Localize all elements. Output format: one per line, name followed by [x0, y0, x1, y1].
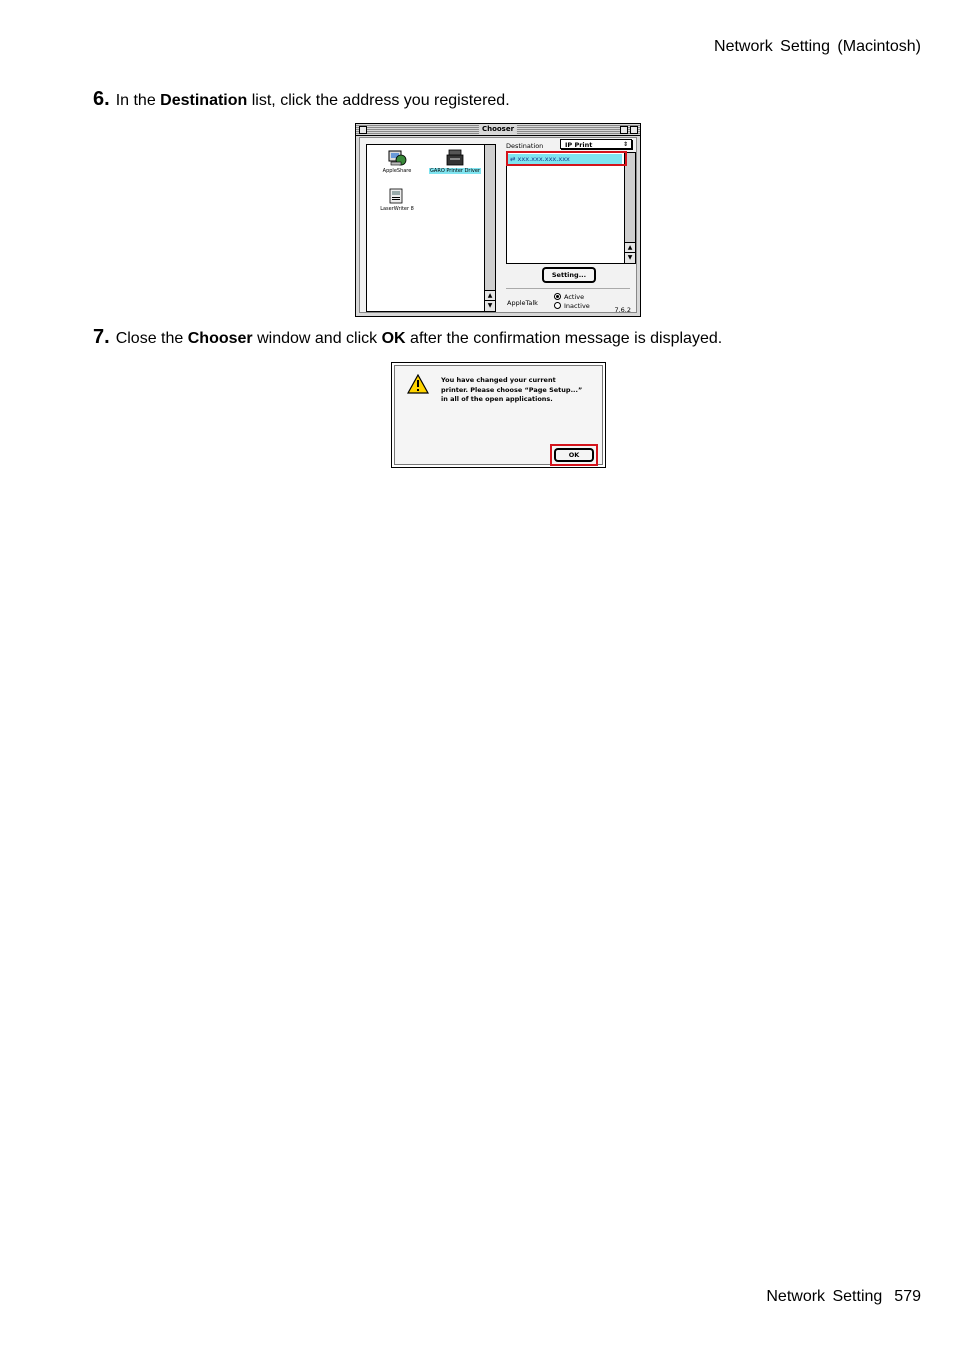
collapse-box-icon[interactable] [630, 126, 638, 134]
step-text-pre: Close the [115, 330, 188, 347]
step-text-post: after the confirmation message is displayed. [405, 330, 723, 347]
step-text-pre: In the [115, 92, 161, 109]
driver-label: AppleShare [382, 168, 412, 174]
driver-label-selected: GARO Printer Driver [430, 168, 480, 174]
destination-list [506, 152, 636, 264]
appleshare-icon [387, 149, 407, 167]
page-number: 579 [894, 1288, 921, 1305]
footer-section: Network Setting [766, 1288, 883, 1305]
step-6 [93, 88, 510, 111]
driver-laserwriter[interactable] [373, 187, 421, 212]
alert-message [441, 376, 601, 405]
radio-unselected-icon [554, 302, 561, 309]
step-number: 6. [93, 88, 110, 110]
step-number: 7. [93, 326, 110, 348]
driver-list [366, 144, 496, 312]
step-text-post: list, click the address you registered. [247, 92, 510, 109]
highlight-frame [506, 151, 627, 166]
page-footer [766, 1288, 921, 1306]
version-label: 7.6.2 [614, 306, 631, 314]
driver-appleshare[interactable] [373, 149, 421, 174]
radio-selected-icon [554, 293, 561, 300]
destination-label: Destination [506, 142, 544, 150]
zoom-box-icon[interactable] [620, 126, 628, 134]
destination-list-scrollbar[interactable] [624, 153, 635, 263]
driver-label: LaserWriter 8 [380, 206, 414, 212]
driver-list-scrollbar[interactable] [484, 145, 495, 311]
chooser-title-bar[interactable] [356, 124, 640, 136]
appletalk-inactive-radio[interactable] [554, 302, 590, 310]
step-text-mid: window and click [252, 330, 382, 347]
destination-popup[interactable] [560, 139, 632, 149]
appletalk-active-radio[interactable] [554, 293, 584, 301]
printer-icon [445, 149, 465, 167]
divider [506, 288, 630, 289]
step-7 [93, 326, 722, 349]
page-header: Network Setting (Macintosh) [714, 38, 921, 55]
alert-body [394, 365, 603, 465]
setting-button[interactable]: Setting... [543, 268, 595, 282]
alert-message-line: in all of the open applications. [441, 395, 553, 403]
appletalk-label: AppleTalk [507, 299, 538, 307]
scroll-up-icon[interactable]: ▲ [625, 242, 635, 253]
destination-popup-value: IP Print [565, 141, 593, 149]
destination-address: xxx.xxx.xxx.xxx [517, 155, 570, 163]
scroll-down-icon[interactable]: ▼ [485, 300, 495, 311]
alert-dialog [391, 362, 606, 468]
close-box-icon[interactable] [359, 126, 367, 134]
alert-message-line: You have changed your current [441, 376, 556, 384]
ip-printer-icon: ⇄ [510, 155, 516, 163]
scroll-down-icon[interactable]: ▼ [625, 252, 635, 263]
popup-arrows-icon: ⇕ [622, 141, 628, 148]
chooser-body [359, 137, 637, 313]
radio-label: Inactive [564, 302, 590, 310]
warning-icon [407, 374, 429, 394]
chooser-window [355, 123, 641, 317]
highlight-frame [550, 444, 598, 466]
driver-garo-printer[interactable] [423, 149, 487, 174]
laserwriter-icon [387, 187, 407, 205]
scroll-up-icon[interactable]: ▲ [485, 290, 495, 301]
chooser-title: Chooser [479, 124, 517, 135]
step-text-bold: Chooser [187, 330, 253, 347]
alert-message-line: printer. Please choose “Page Setup...” [441, 385, 583, 394]
radio-label: Active [564, 293, 585, 301]
step-text-bold: Destination [160, 92, 248, 109]
ok-button[interactable]: OK [555, 449, 593, 461]
step-text-bold: OK [381, 330, 406, 347]
